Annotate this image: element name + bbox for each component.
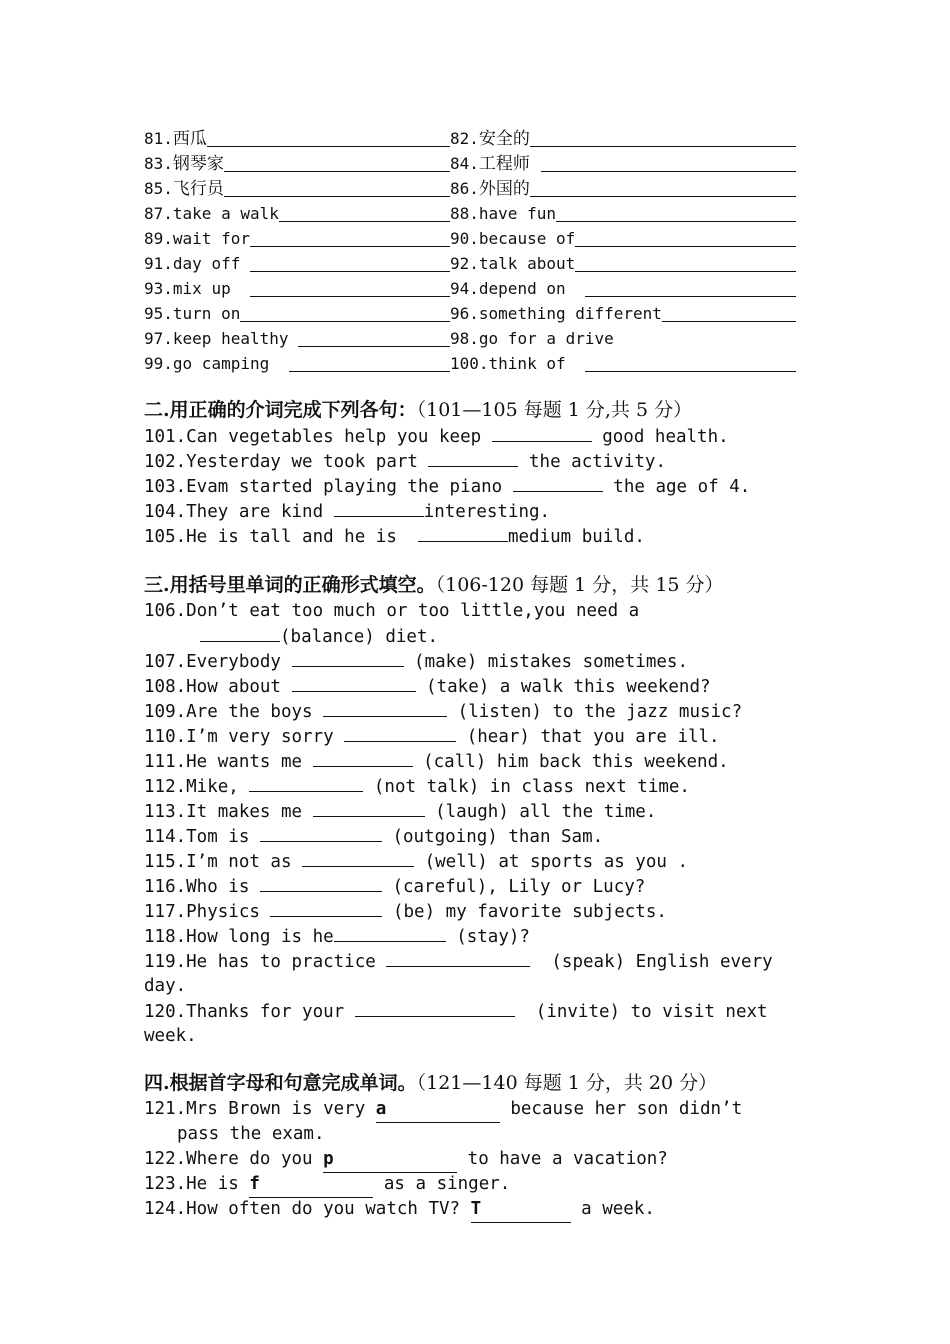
question-118 bbox=[144, 924, 530, 950]
vocab-row bbox=[144, 124, 796, 149]
vocab-item bbox=[144, 128, 450, 149]
vocab-row bbox=[144, 299, 796, 324]
question-text: the activity. bbox=[518, 452, 666, 472]
question-text: because her son didn’t bbox=[499, 1099, 743, 1119]
item-term: 外国的 bbox=[478, 179, 530, 199]
question-text: 123.He is bbox=[144, 1174, 250, 1194]
question-111 bbox=[144, 749, 729, 775]
question-106 bbox=[144, 599, 639, 624]
answer-blank[interactable] bbox=[249, 774, 363, 792]
question-103 bbox=[144, 474, 750, 500]
question-text: (laugh) all the time. bbox=[424, 802, 657, 822]
section-title: 二.用正确的介词完成下列各句： bbox=[144, 399, 417, 421]
answer-blank[interactable] bbox=[289, 353, 451, 372]
question-text: (balance) diet. bbox=[280, 627, 439, 647]
answer-blank[interactable] bbox=[270, 899, 382, 917]
vocab-item bbox=[450, 203, 796, 224]
question-text: (be) my favorite subjects. bbox=[382, 902, 667, 922]
answer-blank[interactable] bbox=[386, 949, 530, 967]
answer-blank[interactable] bbox=[344, 724, 456, 742]
answer-blank[interactable] bbox=[662, 303, 796, 322]
question-124 bbox=[144, 1197, 655, 1223]
question-text: 104.They are kind bbox=[144, 502, 334, 522]
question-110 bbox=[144, 724, 720, 750]
item-term: 钢琴家 bbox=[172, 154, 224, 174]
question-121 bbox=[144, 1097, 742, 1123]
vocab-row bbox=[144, 349, 796, 374]
section-score: （101—105 每题 1 分,共 5 分） bbox=[416, 399, 693, 421]
item-term: 飞行员 bbox=[172, 179, 224, 199]
initial-letter: a bbox=[375, 1099, 387, 1119]
answer-blank[interactable] bbox=[279, 203, 450, 222]
question-text: 114.Tom is bbox=[144, 827, 260, 847]
vocab-item bbox=[450, 278, 796, 299]
question-text: 108.How about bbox=[144, 677, 292, 697]
question-text: good health. bbox=[591, 427, 729, 447]
question-119 bbox=[144, 949, 773, 975]
answer-blank[interactable] bbox=[575, 253, 796, 272]
initial-letter: f bbox=[249, 1174, 260, 1194]
question-102 bbox=[144, 449, 666, 475]
item-number: 83. bbox=[144, 154, 173, 173]
question-text: (careful), Lily or Lucy? bbox=[381, 877, 646, 897]
vocab-item bbox=[450, 253, 796, 274]
answer-blank[interactable] bbox=[313, 749, 413, 767]
vocab-row bbox=[144, 324, 796, 349]
vocab-item bbox=[144, 178, 450, 199]
vocab-row bbox=[144, 149, 796, 174]
item-term: go camping bbox=[172, 354, 289, 373]
question-text: (stay)? bbox=[445, 927, 530, 947]
question-text: 116.Who is bbox=[144, 877, 260, 897]
answer-blank[interactable] bbox=[541, 153, 796, 172]
initial-letter: p bbox=[323, 1149, 334, 1169]
vocab-item bbox=[144, 328, 450, 349]
answer-blank[interactable] bbox=[530, 128, 796, 147]
answer-blank[interactable] bbox=[376, 1097, 500, 1123]
question-text: 109.Are the boys bbox=[144, 702, 324, 722]
question-text: (listen) to the jazz music? bbox=[447, 702, 743, 722]
item-number: 85. bbox=[144, 179, 173, 198]
question-text: to have a vacation? bbox=[457, 1149, 668, 1169]
question-text: (outgoing) than Sam. bbox=[381, 827, 604, 847]
answer-blank[interactable] bbox=[513, 474, 603, 492]
item-number: 90. bbox=[450, 229, 479, 248]
question-120 bbox=[144, 999, 768, 1025]
question-text: 106.Don’t eat too much or too little,you need a bbox=[144, 601, 640, 621]
question-109 bbox=[144, 699, 742, 725]
question-text: (invite) to visit next bbox=[514, 1002, 768, 1022]
answer-blank[interactable] bbox=[302, 849, 414, 867]
question-text: 107.Everybody bbox=[144, 652, 292, 672]
question-text: (not talk) in class next time. bbox=[363, 777, 690, 797]
section-title: 四.根据首字母和句意完成单词。 bbox=[144, 1072, 417, 1094]
question-117 bbox=[144, 899, 667, 925]
question-113 bbox=[144, 799, 656, 825]
vocab-item bbox=[450, 228, 796, 249]
section-score: （106-120 每题 1 分，共 15 分） bbox=[435, 574, 724, 596]
item-term: talk about bbox=[478, 254, 576, 273]
answer-blank[interactable] bbox=[250, 253, 450, 272]
answer-blank[interactable] bbox=[355, 999, 515, 1017]
vocab-row bbox=[144, 224, 796, 249]
item-term: mix up bbox=[172, 279, 250, 298]
vocab-row bbox=[144, 274, 796, 299]
vocab-row bbox=[144, 174, 796, 199]
question-text: 111.He wants me bbox=[144, 752, 313, 772]
vocab-item bbox=[450, 303, 796, 324]
vocab-item bbox=[144, 153, 450, 174]
item-number: 92. bbox=[450, 254, 479, 273]
item-term: 安全的 bbox=[478, 129, 530, 149]
vocab-item bbox=[144, 353, 450, 374]
question-text: a week. bbox=[570, 1199, 655, 1219]
item-number: 89. bbox=[144, 229, 173, 248]
question-text: 103.Evam started playing the piano bbox=[144, 477, 513, 497]
question-107 bbox=[144, 649, 688, 675]
item-number: 96. bbox=[450, 304, 479, 323]
question-text: 115.I’m not as bbox=[144, 852, 303, 872]
answer-blank[interactable] bbox=[207, 128, 450, 147]
item-number: 98. bbox=[450, 329, 479, 348]
question-text: 118.How long is he bbox=[144, 927, 334, 947]
question-text: as a singer. bbox=[373, 1174, 511, 1194]
answer-blank[interactable] bbox=[224, 178, 450, 197]
section-score: （121—140 每题 1 分，共 20 分） bbox=[416, 1072, 718, 1094]
question-108 bbox=[144, 674, 711, 700]
question-121-cont bbox=[177, 1122, 325, 1147]
question-104 bbox=[144, 499, 550, 525]
item-number: 95. bbox=[144, 304, 173, 323]
vocab-item bbox=[144, 203, 450, 224]
answer-blank[interactable] bbox=[292, 674, 416, 692]
answer-blank[interactable] bbox=[250, 228, 450, 247]
section-title: 三.用括号里单词的正确形式填空。 bbox=[144, 574, 436, 596]
answer-blank[interactable] bbox=[323, 699, 447, 717]
question-text: 121.Mrs Brown is very bbox=[144, 1099, 376, 1119]
question-text: 113.It makes me bbox=[144, 802, 313, 822]
item-number: 99. bbox=[144, 354, 173, 373]
vocab-item bbox=[144, 228, 450, 249]
item-term: wait for bbox=[172, 229, 250, 248]
question-text: (take) a walk this weekend? bbox=[415, 677, 711, 697]
answer-blank[interactable] bbox=[240, 303, 450, 322]
question-101 bbox=[144, 424, 729, 450]
item-number: 100. bbox=[450, 354, 489, 373]
question-106-cont bbox=[200, 624, 438, 650]
question-text: 112.Mike, bbox=[144, 777, 250, 797]
question-text: day. bbox=[144, 976, 187, 996]
item-term: go for a drive bbox=[478, 329, 614, 348]
item-term: think of bbox=[488, 354, 585, 373]
question-text: 122.Where do you bbox=[144, 1149, 324, 1169]
question-text: 101.Can vegetables help you keep bbox=[144, 427, 492, 447]
answer-blank[interactable] bbox=[585, 353, 796, 372]
answer-blank[interactable] bbox=[260, 824, 382, 842]
vocab-item bbox=[450, 353, 796, 374]
answer-blank[interactable] bbox=[249, 1172, 373, 1198]
question-text: (make) mistakes sometimes. bbox=[403, 652, 688, 672]
item-number: 87. bbox=[144, 204, 173, 223]
vocab-item bbox=[450, 153, 796, 174]
question-text: (hear) that you are ill. bbox=[456, 727, 720, 747]
item-term: because of bbox=[478, 229, 576, 248]
question-text: 117.Physics bbox=[144, 902, 271, 922]
item-number: 81. bbox=[144, 129, 173, 148]
question-123 bbox=[144, 1172, 510, 1198]
question-119-cont bbox=[144, 974, 186, 999]
question-105 bbox=[144, 524, 645, 550]
answer-blank[interactable] bbox=[530, 178, 796, 197]
item-term: depend on bbox=[478, 279, 585, 298]
question-text: 105.He is tall and he is bbox=[144, 527, 418, 547]
answer-blank[interactable] bbox=[260, 874, 382, 892]
answer-blank[interactable] bbox=[292, 649, 404, 667]
question-text: 120.Thanks for your bbox=[144, 1002, 355, 1022]
answer-blank[interactable] bbox=[200, 624, 280, 642]
section3-heading bbox=[144, 573, 724, 597]
vocab-row bbox=[144, 249, 796, 274]
question-122 bbox=[144, 1147, 668, 1173]
item-number: 97. bbox=[144, 329, 173, 348]
answer-blank[interactable] bbox=[323, 1147, 457, 1173]
item-term: have fun bbox=[478, 204, 556, 223]
item-term: 西瓜 bbox=[172, 129, 207, 149]
answer-blank[interactable] bbox=[334, 924, 446, 942]
item-number: 94. bbox=[450, 279, 479, 298]
answer-blank[interactable] bbox=[471, 1197, 571, 1223]
answer-blank[interactable] bbox=[298, 328, 450, 347]
answer-blank[interactable] bbox=[224, 153, 450, 172]
question-text: 124.How often do you watch TV? bbox=[144, 1199, 471, 1219]
item-number: 88. bbox=[450, 204, 479, 223]
vocab-grid bbox=[144, 124, 796, 374]
item-number: 86. bbox=[450, 179, 479, 198]
question-120-cont bbox=[144, 1024, 197, 1049]
answer-blank[interactable] bbox=[250, 278, 450, 297]
answer-blank[interactable] bbox=[492, 424, 592, 442]
question-112 bbox=[144, 774, 690, 800]
question-text: medium build. bbox=[507, 527, 645, 547]
item-term: something different bbox=[478, 304, 662, 323]
vocab-item bbox=[450, 178, 796, 199]
item-term: day off bbox=[172, 254, 250, 273]
question-text: pass the exam. bbox=[177, 1124, 325, 1144]
question-text: (call) him back this weekend. bbox=[412, 752, 729, 772]
question-text: 119.He has to practice bbox=[144, 952, 387, 972]
section2-heading bbox=[144, 398, 692, 422]
question-text: (speak) English every bbox=[530, 952, 773, 972]
section4-heading bbox=[144, 1071, 717, 1095]
answer-blank[interactable] bbox=[313, 799, 425, 817]
question-116 bbox=[144, 874, 645, 900]
question-text: 102.Yesterday we took part bbox=[144, 452, 429, 472]
item-term: turn on bbox=[172, 304, 241, 323]
item-number: 91. bbox=[144, 254, 173, 273]
item-number: 82. bbox=[450, 129, 479, 148]
item-term: keep healthy bbox=[172, 329, 299, 348]
answer-blank[interactable] bbox=[556, 203, 796, 222]
vocab-item bbox=[144, 253, 450, 274]
answer-blank[interactable] bbox=[585, 278, 796, 297]
vocab-item bbox=[144, 278, 450, 299]
answer-blank[interactable] bbox=[334, 499, 424, 517]
answer-blank[interactable] bbox=[575, 228, 796, 247]
question-text: week. bbox=[144, 1026, 197, 1046]
item-term: 工程师 bbox=[478, 154, 541, 174]
item-number: 84. bbox=[450, 154, 479, 173]
initial-letter: T bbox=[470, 1199, 482, 1219]
answer-blank[interactable] bbox=[418, 524, 508, 542]
question-114 bbox=[144, 824, 603, 850]
vocab-item bbox=[450, 329, 796, 349]
item-term: take a walk bbox=[172, 204, 279, 223]
question-text: 110.I’m very sorry bbox=[144, 727, 345, 747]
vocab-item bbox=[450, 128, 796, 149]
vocab-row bbox=[144, 199, 796, 224]
question-text: interesting. bbox=[423, 502, 551, 522]
question-text: (well) at sports as you . bbox=[414, 852, 688, 872]
item-number: 93. bbox=[144, 279, 173, 298]
vocab-item bbox=[144, 303, 450, 324]
answer-blank[interactable] bbox=[428, 449, 518, 467]
question-115 bbox=[144, 849, 688, 875]
question-text: the age of 4. bbox=[602, 477, 751, 497]
